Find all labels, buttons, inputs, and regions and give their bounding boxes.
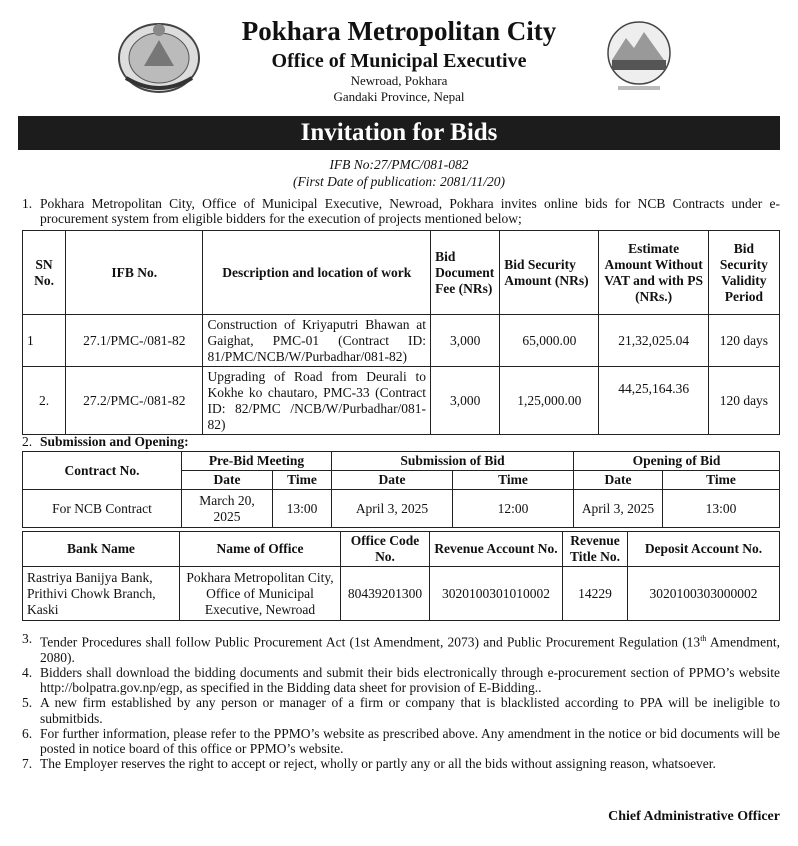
cell-estimate: 44,25,164.36: [599, 367, 708, 435]
cell-revenue-account: 3020100301010002: [430, 567, 563, 621]
cell-contract: For NCB Contract: [23, 490, 182, 528]
cell-opening-date: April 3, 2025: [574, 490, 663, 528]
table-row: [23, 490, 780, 528]
cell-deposit: 3020100303000002: [628, 567, 780, 621]
note-text: [40, 631, 780, 665]
col-office-code: Office Code No.: [341, 532, 430, 567]
cell-sn: 2.: [23, 367, 66, 435]
bank-table: [22, 531, 780, 621]
col-bank: Bank Name: [23, 532, 180, 567]
note-number: 4.: [22, 664, 33, 680]
note-number: 6.: [22, 725, 33, 741]
cell-prebid-time: 13:00: [273, 490, 332, 528]
col-fee: Bid Document Fee (NRs): [431, 231, 500, 315]
cell-sn: 1: [23, 315, 66, 367]
ifb-number: IFB No:27/PMC/081-082: [329, 157, 469, 172]
cell-office-code: 80439201300: [341, 567, 430, 621]
header-address: [0, 73, 798, 105]
section-2-heading: [22, 434, 189, 450]
cell-ifb: 27.1/PMC-/081-82: [66, 315, 203, 367]
note-number: 5.: [22, 695, 33, 711]
cell-revenue-title: 14229: [563, 567, 628, 621]
col-description: Description and location of work: [203, 231, 431, 315]
pokhara-city-seal-icon: [604, 20, 674, 92]
list-item: [22, 665, 780, 695]
header-title: Pokhara Metropolitan City: [241, 16, 557, 46]
section-2-title: Submission and Opening:: [40, 434, 189, 449]
col-time: Time: [453, 471, 574, 490]
cell-fee: 3,000: [431, 367, 500, 435]
note-text: For further information, please refer to the PPMO’s website as prescribed above. Any amendment in the notice or bid documents will be posted in notice board of this office or PPMO’s website.: [40, 725, 780, 756]
cell-submission-time: 12:00: [453, 490, 574, 528]
address-line-1: Newroad, Pokhara: [350, 73, 448, 88]
col-opening: Opening of Bid: [574, 452, 780, 471]
note-text: The Employer reserves the right to accept or reject, wholly or partly any or all the bids without assigning reason, whatsoever.: [40, 756, 716, 772]
bids-header-row: [23, 231, 780, 315]
col-ifb: IFB No.: [66, 231, 203, 315]
section-2-number: 2.: [22, 434, 33, 449]
col-time: Time: [273, 471, 332, 490]
note-number: 3.: [22, 631, 33, 646]
cell-security: 1,25,000.00: [500, 367, 599, 435]
col-deposit: Deposit Account No.: [628, 532, 780, 567]
cell-validity: 120 days: [708, 367, 779, 435]
header-subtitle: Office of Municipal Executive: [271, 50, 527, 72]
note-text-part: Tender Procedures shall follow Public Procurement Act (1st Amendment, 2073) and Public Procurement Regulation (13: [40, 634, 701, 650]
table-row: [23, 367, 780, 435]
col-sn: SN No.: [23, 231, 66, 315]
col-estimate: Estimate Amount Without VAT and with PS (NRs.): [599, 231, 708, 315]
list-item: [22, 695, 780, 725]
list-item: [22, 726, 780, 756]
notes-list: [22, 631, 780, 771]
cell-security: 65,000.00: [500, 315, 599, 367]
cell-prebid-date: March 20, 2025: [182, 490, 273, 528]
col-validity: Bid Security Validity Period: [708, 231, 779, 315]
address-line-2: Gandaki Province, Nepal: [333, 89, 465, 104]
cell-ifb: 27.2/PMC-/081-82: [66, 367, 203, 435]
cell-validity: 120 days: [708, 315, 779, 367]
schedule-table: [22, 451, 780, 528]
signature: Chief Administrative Officer: [608, 809, 780, 824]
col-date: Date: [574, 471, 663, 490]
bids-table: [22, 230, 780, 435]
table-row: [23, 315, 780, 367]
cell-opening-time: 13:00: [663, 490, 780, 528]
note-superscript: th: [700, 634, 707, 643]
publication-date: (First Date of publication: 2081/11/20): [293, 174, 505, 189]
note-text: Bidders shall download the bidding documents and submit their bids electronically through e-procurement section of PPMO’s website http://bolpatra.gov.np/egp, as specified in the Bidding data sheet for provision of E-Bidding..: [40, 664, 780, 696]
intro-paragraph: [22, 196, 780, 226]
note-text: A new firm established by any person or manager of a firm or company that is blacklisted according to PPA will be ineligible to submitbids.: [40, 695, 780, 726]
col-revenue-account: Revenue Account No.: [430, 532, 563, 567]
schedule-header-row: [23, 452, 780, 471]
col-revenue-title: Revenue Title No.: [563, 532, 628, 567]
col-prebid: Pre-Bid Meeting: [182, 452, 332, 471]
cell-fee: 3,000: [431, 315, 500, 367]
col-submission: Submission of Bid: [332, 452, 574, 471]
intro-number: 1.: [22, 196, 33, 211]
col-office: Name of Office: [180, 532, 341, 567]
cell-submission-date: April 3, 2025: [332, 490, 453, 528]
table-row: [23, 567, 780, 621]
list-item: [22, 631, 780, 665]
cell-bank: Rastriya Banijya Bank, Prithivi Chowk Branch, Kaski: [23, 567, 180, 621]
col-time: Time: [663, 471, 780, 490]
col-contract-no: Contract No.: [23, 452, 182, 490]
cell-office: Pokhara Metropolitan City, Office of Municipal Executive, Newroad: [180, 567, 341, 621]
cell-estimate: 21,32,025.04: [599, 315, 708, 367]
cell-description: Construction of Kriyaputri Bhawan at Gaighat, PMC-01 (Contract ID: 81/PMC/NCB/W/Purbadhar/081-82): [203, 315, 431, 367]
col-security: Bid Security Amount (NRs): [500, 231, 599, 315]
col-date: Date: [182, 471, 273, 490]
note-text-part: Amendment, 2080).: [40, 634, 780, 665]
cell-description: Upgrading of Road from Deurali to Kokhe ko chautaro, PMC-33 (Contract ID: 82/PMC /NCB/W/Purbadhar/081-82): [203, 367, 431, 435]
list-item: [22, 756, 780, 771]
bank-header-row: [23, 532, 780, 567]
invitation-banner: Invitation for Bids: [18, 116, 780, 150]
col-date: Date: [332, 471, 453, 490]
note-number: 7.: [22, 756, 33, 772]
intro-text: Pokhara Metropolitan City, Office of Municipal Executive, Newroad, Pokhara invites online bids for NCB Contracts under e-procurement system from eligible bidders for the execution of projects mentioned below;: [40, 196, 780, 226]
